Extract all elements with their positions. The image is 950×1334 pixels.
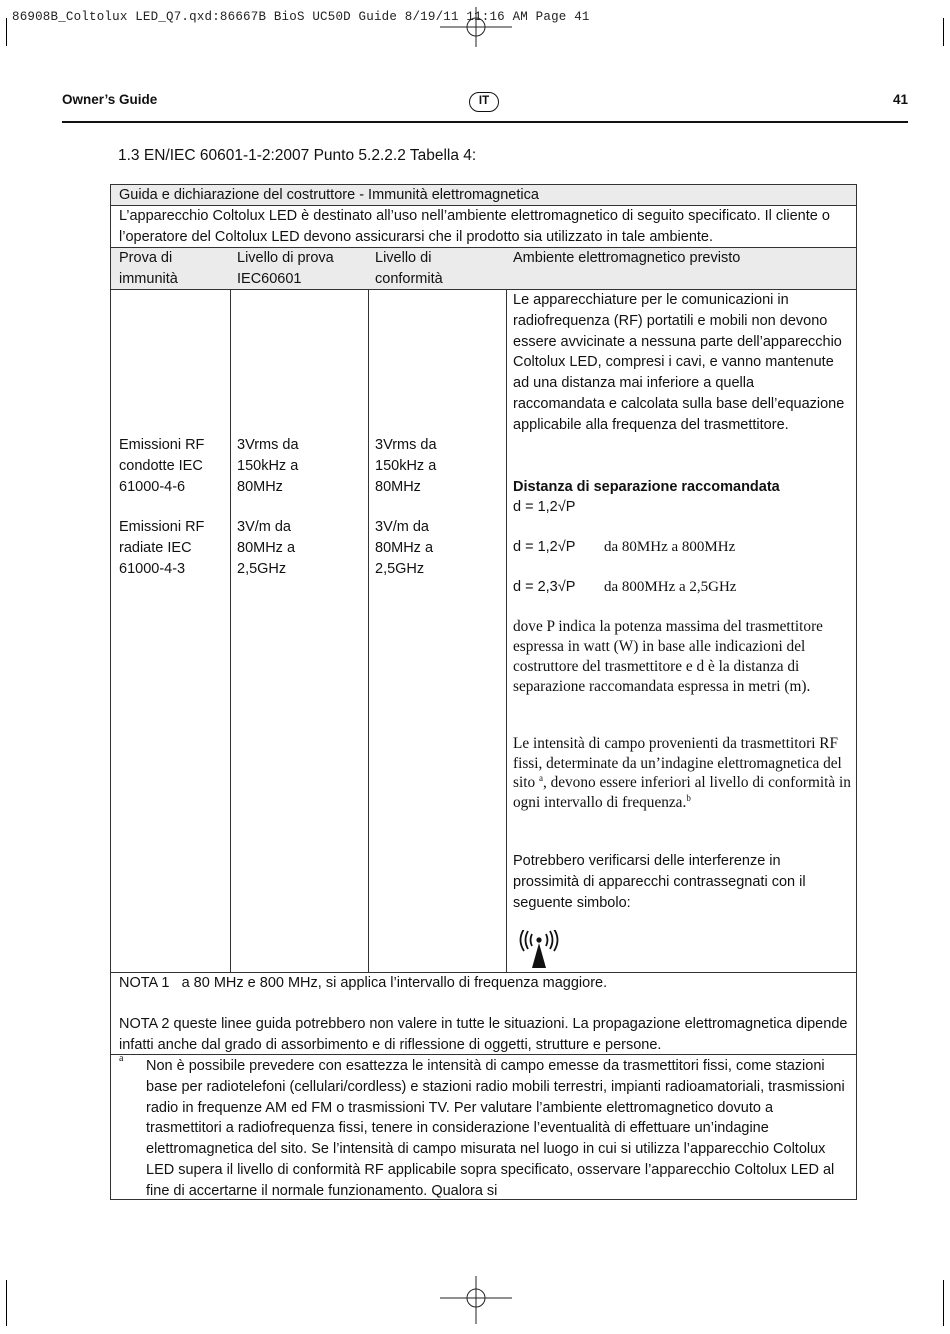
footnote-ref-b: b — [686, 792, 691, 803]
row-test-radiated: Emissioni RF radiate IEC 61000-4-3 — [119, 519, 205, 577]
language-badge: IT — [469, 92, 499, 112]
section-title: 1.3 EN/IEC 60601-1-2:2007 Punto 5.2.2.2 Tabella 4: — [118, 147, 477, 164]
crop-mark — [943, 18, 944, 46]
env-paragraph-2: dove P indica la potenza massima del trasmettitore espressa in watt (W) in base alle indicazioni del costruttore del trasmettitore e d è la distanza di separazione raccomandata espressa in metri (m). — [513, 618, 823, 695]
registration-mark-top — [440, 5, 512, 47]
crop-mark — [6, 18, 7, 46]
column-header-compliance: Livello di conformità — [375, 250, 443, 287]
formula-3: d = 2,3√P — [513, 579, 576, 595]
column-header-test: Prova di immunità — [119, 250, 178, 287]
formula-2-range: da 80MHz a 800MHz — [604, 539, 736, 555]
print-slug: 86908B_Coltolux LED_Q7.qxd:86667B BioS UC50D Guide 8/19/11 11:16 AM Page 41 — [12, 10, 590, 24]
column-header-environment: Ambiente elettromagnetico previsto — [513, 250, 741, 266]
table-intro: L’apparecchio Coltolux LED è destinato all’uso nell’ambiente elettromagnetico di seguito specificato. Il cliente o l’operatore del Coltolux LED devono assicurarsi che il prodotto sia utilizzato in tale ambiente. — [119, 208, 830, 245]
crop-mark — [943, 1280, 944, 1326]
footnote-ref-a: a — [538, 772, 543, 783]
row-level-radiated: 3V/m da 80MHz a 2,5GHz — [237, 519, 296, 577]
formula-3-range: da 800MHz a 2,5GHz — [604, 579, 737, 595]
formula-2: d = 1,2√P — [513, 539, 576, 555]
env-paragraph-4: Potrebbero verificarsi delle interferenze in prossimità di apparecchi contrassegnati con il seguente simbolo: — [513, 853, 806, 911]
row-compliance-radiated: 3V/m da 80MHz a 2,5GHz — [375, 519, 434, 577]
column-rule — [230, 289, 231, 972]
header-rule — [62, 121, 908, 123]
footnote-a: Non è possibile prevedere con esattezza le intensità di campo emesse da trasmettitori fissi, come stazioni base per radiotelefoni (cellulari/cordless) e stazioni radio mobili terrestri, impianti radioamatoriali, trasmissioni radio in frequenze AM ed FM o trasmissioni TV. Per valutare l’ambiente elettromagnetico dovuto a trasmettitori a radiofrequenza fissi, tenere in considerazione l’eventualità di effettuare un’indagine elettromagnetica del sito. Se l’intensità di campo misurata nel luogo in cui si utilizza l’apparecchio Coltolux LED supera il livello di conformità RF applicabile sopra specificato, osservare l’apparecchio Coltolux LED al fine di accertarne il normale funzionamento. Qualora si — [146, 1058, 845, 1199]
crop-mark — [6, 1280, 7, 1326]
env-paragraph-3 — [513, 734, 853, 812]
page-number: 41 — [892, 92, 908, 107]
env-paragraph-3-text: Le intensità di campo provenienti da trasmettitori RF fissi, determinate da un’indagine elettromagnetica del sito — [513, 735, 842, 791]
column-header-test-level: Livello di prova IEC60601 — [237, 250, 334, 287]
note-1: NOTA 1 a 80 MHz e 800 MHz, si applica l’intervallo di frequenza maggiore. — [119, 975, 608, 991]
row-test-conducted: Emissioni RF condotte IEC 61000-4-6 — [119, 437, 205, 495]
immunity-table — [110, 184, 857, 1200]
note-2: NOTA 2 queste linee guida potrebbero non valere in tutte le situazioni. La propagazione elettromagnetica dipende infatti anche dal grado di assorbimento e di riflessione di oggetti, strutture e persone. — [119, 1016, 848, 1053]
env-paragraph-3-mid: , devono essere inferiori al livello di conformità in ogni intervallo di frequenza. — [513, 774, 851, 811]
footnote-mark: a — [119, 1053, 124, 1064]
column-rule — [368, 289, 369, 972]
row-level-conducted: 3Vrms da 150kHz a 80MHz — [237, 437, 299, 495]
non-ionizing-radiation-icon — [516, 930, 562, 970]
column-rule — [506, 289, 507, 972]
guide-title: Owner’s Guide — [62, 92, 158, 107]
registration-mark-bottom — [440, 1276, 512, 1326]
formula-1: d = 1,2√P — [513, 499, 576, 515]
table-title: Guida e dichiarazione del costruttore - Immunità elettromagnetica — [119, 187, 539, 203]
env-paragraph-1: Le apparecchiature per le comunicazioni in radiofrequenza (RF) portatili e mobili non devono essere avvicinate a nessuna parte dell’apparecchio Coltolux LED, compresi i cavi, e vanno mantenute ad una distanza mai inferiore a quella raccomandata e calcolata sulla base dell’equazione applicabile alla frequenza del trasmettitore. — [513, 292, 845, 433]
row-compliance-conducted: 3Vrms da 150kHz a 80MHz — [375, 437, 437, 495]
separation-distance-heading: Distanza di separazione raccomandata — [513, 479, 780, 495]
